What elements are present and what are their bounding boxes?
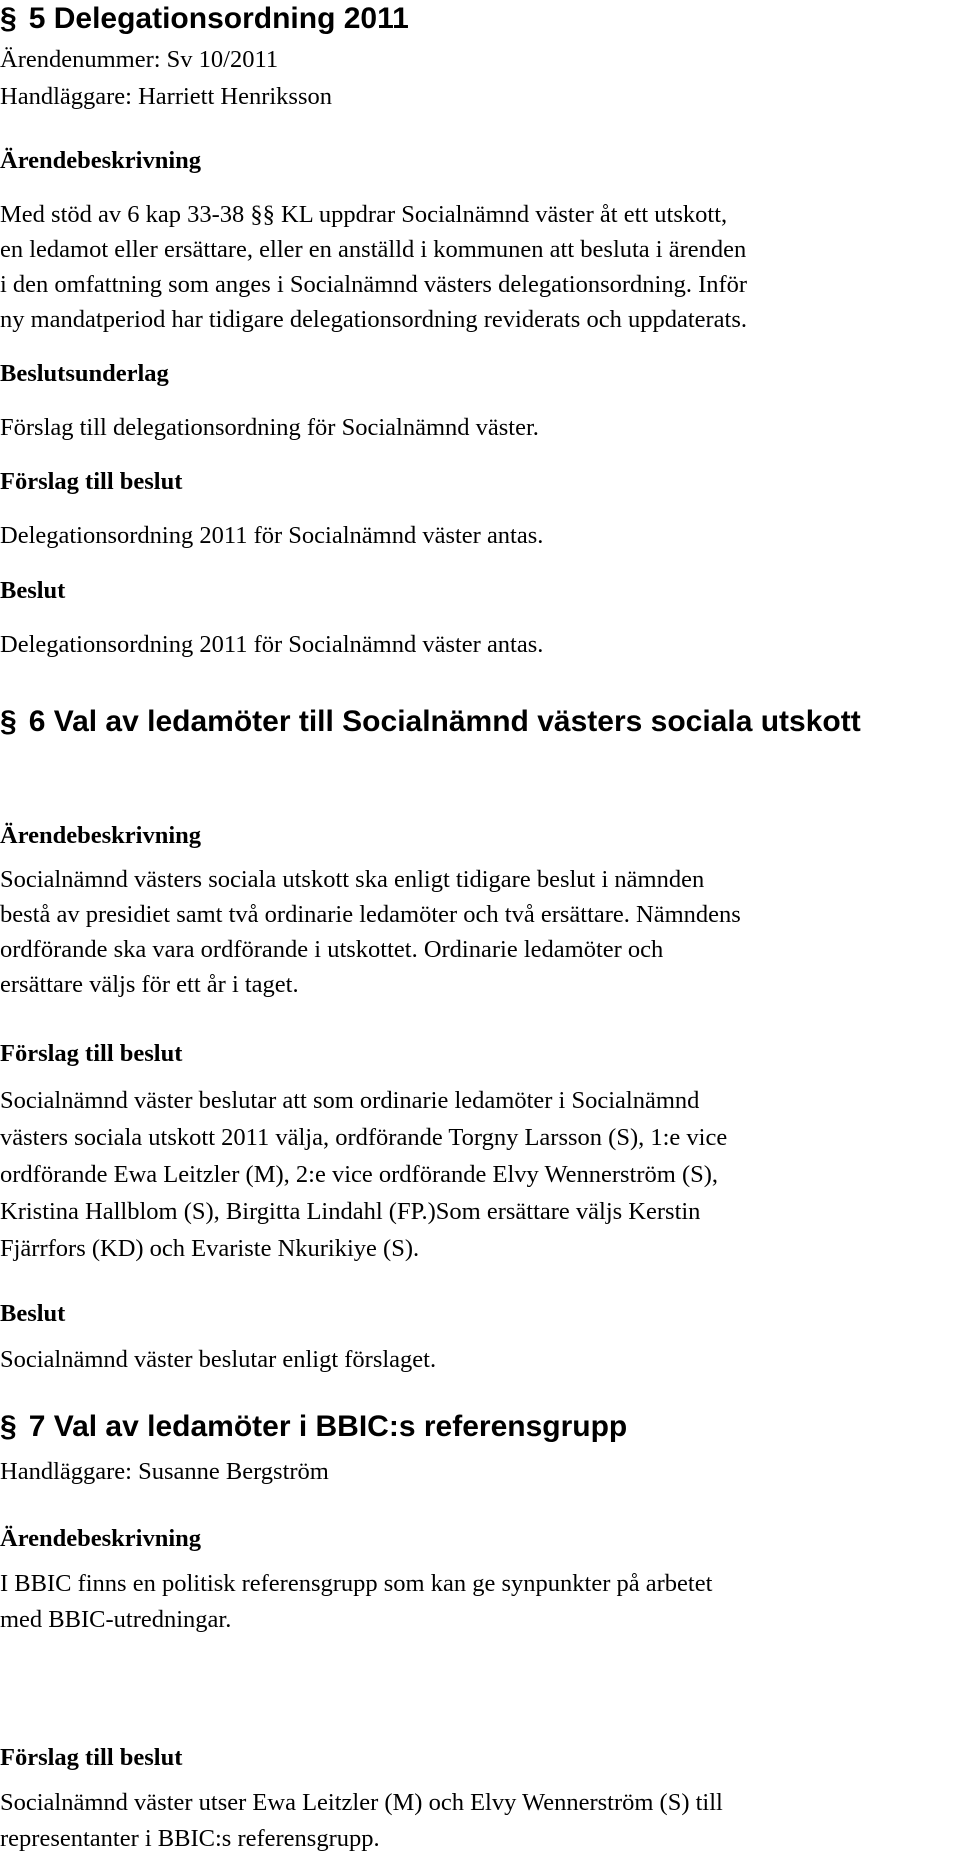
section-7-desc-line-1: I BBIC finns en politisk referensgrupp som kan ge synpunkter på arbetet — [0, 1570, 713, 1597]
section-7-title: Val av ledamöter i BBIC:s referensgrupp — [53, 1410, 628, 1443]
section-5-basis-text: Förslag till delegationsordning för Socialnämnd väster. — [0, 414, 539, 441]
section-7-desc-heading: Ärendebeskrivning — [0, 1525, 202, 1552]
section-5-case-number: Ärendenummer: Sv 10/2011 — [0, 46, 279, 73]
section-sign: § — [0, 2, 17, 35]
section-5-desc-line-2: en ledamot eller ersättare, eller en anställd i kommunen att besluta i ärenden — [0, 236, 747, 263]
section-6-number: 6 — [28, 705, 46, 738]
section-6-desc-line-4: ersättare väljs för ett år i taget. — [0, 971, 299, 998]
section-6-proposal-line-4: Kristina Hallblom (S), Birgitta Lindahl (FP.)Som ersättare väljs Kerstin — [0, 1198, 701, 1225]
section-6-desc-line-2: bestå av presidiet samt två ordinarie ledamöter och två ersättare. Nämndens — [0, 901, 741, 928]
section-6-decision-text: Socialnämnd väster beslutar enligt förslaget. — [0, 1346, 437, 1373]
section-7-proposal-heading: Förslag till beslut — [0, 1744, 183, 1771]
section-sign: § — [0, 1410, 17, 1443]
section-6-heading — [0, 703, 900, 741]
section-5-handler: Handläggare: Harriett Henriksson — [0, 83, 332, 110]
section-6-proposal-line-3: ordförande Ewa Leitzler (M), 2:e vice ordförande Elvy Wennerström (S), — [0, 1161, 719, 1188]
section-5-desc-line-4: ny mandatperiod har tidigare delegationsordning reviderats och uppdaterats. — [0, 306, 747, 333]
section-6-desc-line-3: ordförande ska vara ordförande i utskottet. Ordinarie ledamöter och — [0, 936, 664, 963]
section-7-handler: Handläggare: Susanne Bergström — [0, 1458, 329, 1485]
section-6-decision-heading: Beslut — [0, 1300, 66, 1327]
section-5-decision-heading: Beslut — [0, 577, 66, 604]
section-6-desc-line-1: Socialnämnd västers sociala utskott ska enligt tidigare beslut i nämnden — [0, 866, 705, 893]
section-7-desc-line-2: med BBIC-utredningar. — [0, 1606, 232, 1633]
section-6-proposal-heading: Förslag till beslut — [0, 1040, 183, 1067]
section-5-desc-line-1: Med stöd av 6 kap 33-38 §§ KL uppdrar Socialnämnd väster åt ett utskott, — [0, 201, 728, 228]
section-6-desc-heading: Ärendebeskrivning — [0, 822, 202, 849]
section-5-proposal-text: Delegationsordning 2011 för Socialnämnd väster antas. — [0, 522, 544, 549]
section-7-number: 7 — [28, 1410, 46, 1443]
section-5-heading — [0, 0, 960, 38]
section-5-number: 5 — [28, 2, 46, 35]
section-6-proposal-line-2: västers sociala utskott 2011 välja, ordförande Torgny Larsson (S), 1:e vice — [0, 1124, 728, 1151]
section-7-proposal-line-1: Socialnämnd väster utser Ewa Leitzler (M) och Elvy Wennerström (S) till — [0, 1789, 723, 1816]
section-5-desc-heading: Ärendebeskrivning — [0, 147, 202, 174]
section-5-basis-heading: Beslutsunderlag — [0, 360, 169, 387]
section-5-proposal-heading: Förslag till beslut — [0, 468, 183, 495]
section-6-proposal-line-1: Socialnämnd väster beslutar att som ordinarie ledamöter i Socialnämnd — [0, 1087, 700, 1114]
section-5-title: Delegationsordning 2011 — [53, 2, 409, 35]
section-sign: § — [0, 705, 17, 738]
section-5-desc-line-3: i den omfattning som anges i Socialnämnd västers delegationsordning. Inför — [0, 271, 748, 298]
section-5-decision-text: Delegationsordning 2011 för Socialnämnd väster antas. — [0, 631, 544, 658]
section-6-proposal-line-5: Fjärrfors (KD) och Evariste Nkurikiye (S). — [0, 1235, 420, 1262]
section-7-proposal-line-2: representanter i BBIC:s referensgrupp. — [0, 1825, 380, 1852]
section-6-title: Val av ledamöter till Socialnämnd västers sociala utskott — [53, 705, 861, 738]
section-7-heading — [0, 1408, 960, 1446]
